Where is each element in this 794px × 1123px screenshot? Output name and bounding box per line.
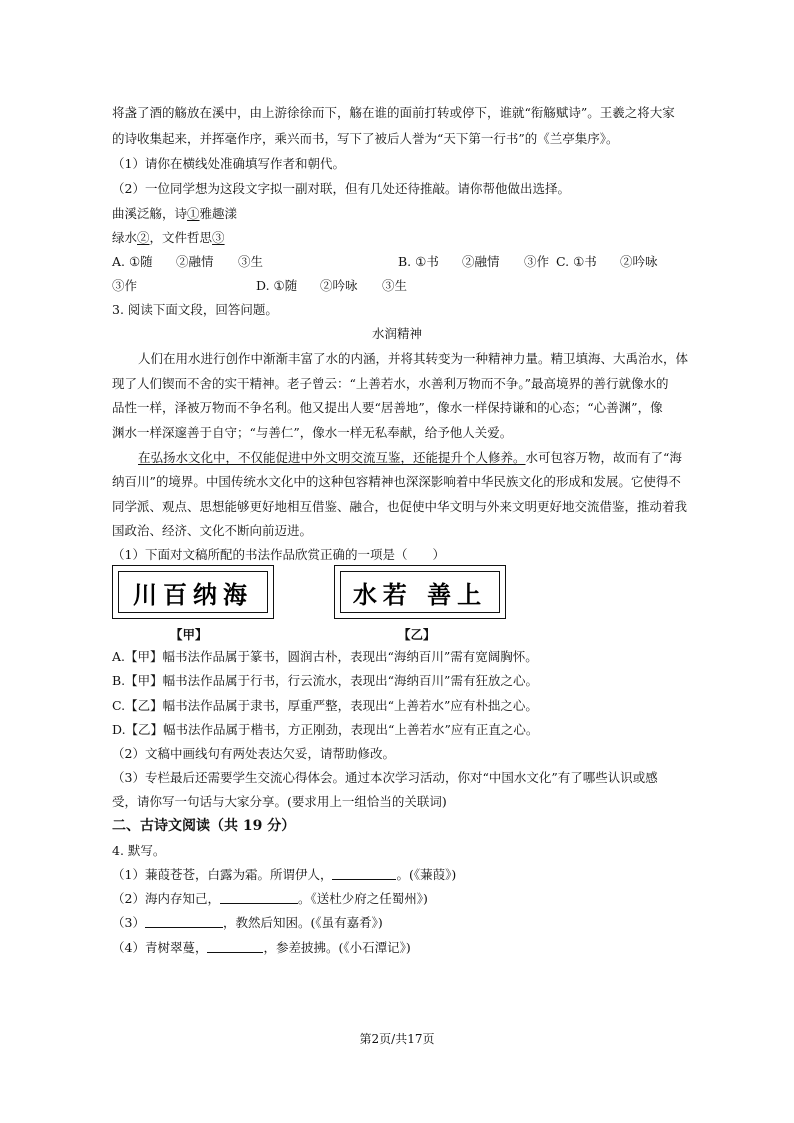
essay-line-1: 人们在用水进行创作中渐渐丰富了水的内涵，并将其转变为一种精神力量。精卫填海、大禹治水，体: [138, 351, 689, 366]
line-p1: 将盏了酒的觞放在溪中，由上游徐徐而下，觞在谁的面前打转或停下，谁就“衔觞赋诗”。王羲之将大家: [112, 105, 675, 120]
recite-4: [112, 940, 411, 956]
option-b-3: ③作: [524, 254, 550, 269]
recite-3-pre: （3）: [112, 915, 145, 930]
couplet-1-pre: 曲溪泛觞，诗: [112, 206, 188, 221]
option-d-1: D. ①随: [256, 278, 298, 293]
calligraphy-jia: [112, 565, 274, 619]
essay-line-2: 现了人们锲而不舍的实干精神。老子曾云：“上善若水，水善利万物而不争。”最高境界的善行就像水的: [112, 376, 669, 391]
couplet-2-mid: ，文件哲思: [149, 230, 213, 245]
page-footer: 第2页/共17页: [359, 1032, 435, 1046]
couplet-1-post: 雅趣漾: [199, 206, 238, 221]
recite-1: [112, 867, 456, 883]
answer-a: A.【甲】幅书法作品属于篆书，圆润古朴，表现出“海纳百川”需有宽阔胸怀。: [112, 649, 538, 664]
couplet-2-mark-1: ②: [137, 230, 150, 245]
option-a: [112, 254, 153, 270]
recite-4-pre: （4）青树翠蔓，: [112, 940, 208, 955]
couplet-2-pre: 绿水: [112, 230, 138, 245]
option-a-2: ②融情: [176, 254, 214, 269]
question-1: （1）请你在横线处准确填写作者和朝代。: [112, 156, 345, 171]
recite-2-post: 。《送杜少府之任蜀州》): [297, 891, 428, 906]
essay-title: 水润精神: [371, 326, 422, 341]
question-3-3a: （3）专栏最后还需要学生交流心得体会。通过本次学习活动，你对“中国水文化”有了哪些认识或感: [112, 770, 658, 785]
option-b-2: ②融情: [462, 254, 500, 269]
calligraphy-yi: [334, 565, 506, 619]
essay-line-7: 同学派、观点、思想能够更好地相互借鉴、融合，也促使中华文明与外来文明更好地交流借鉴，推动着我: [112, 499, 688, 514]
blank-3[interactable]: [145, 915, 223, 928]
recite-3-post: ，教然后知困。(《虽有嘉肴》): [222, 915, 383, 930]
couplet-1-mark: ①: [187, 206, 200, 221]
calligraphy-yi-text: 水若 善上: [340, 571, 500, 613]
answer-b: B.【甲】幅书法作品属于行书，行云流水，表现出“海纳百川”需有狂放之心。: [112, 673, 538, 688]
couplet-line-1: [112, 206, 237, 222]
line-p2: 的诗收集起来，并挥毫作序，乘兴而书，写下了被后人誉为“天下第一行书”的《兰亭集序》。: [112, 131, 619, 146]
section-4-heading: 4. 默写。: [112, 843, 166, 858]
recite-2: [112, 891, 428, 907]
question-3-1: （1）下面对文稿所配的书法作品欣赏正确的一项是（ ）: [112, 547, 445, 562]
caption-jia: 【甲】: [170, 627, 208, 642]
calligraphy-jia-text: 川百纳海: [118, 571, 268, 613]
couplet-line-2: [112, 230, 225, 246]
question-2: （2）一位同学想为这段文字拟一副对联，但有几处还待推敲。请你帮他做出选择。: [112, 181, 570, 196]
option-c-2: ②吟咏: [620, 254, 658, 269]
section-2-heading: 二、古诗文阅读（共 19 分）: [112, 818, 296, 834]
option-d-2: ②吟咏: [320, 278, 358, 293]
essay-line-8: 国政治、经济、文化不断向前迈进。: [112, 523, 313, 538]
essay-line-5-rest: 水可包容万物，故而有了“海: [525, 450, 682, 465]
recite-2-pre: （2）海内存知己，: [112, 891, 220, 906]
option-b-1: B. ①书: [398, 254, 439, 269]
recite-1-pre: （1）蒹葭苍苍，白露为霜。所谓伊人，: [112, 867, 333, 882]
option-d-3: ③生: [382, 278, 408, 293]
underlined-sentence: 在弘扬水文化中，不仅能促进中外文明交流互鉴，还能提升个人修养。: [138, 450, 526, 465]
section-3-heading: 3. 阅读下面文段，回答问题。: [112, 302, 278, 317]
essay-line-3: 品性一样，泽被万物而不争名利。他又提出人要“居善地”，像水一样保持谦和的心态；“心善渊”，像: [112, 400, 663, 415]
option-a-1: A. ①随: [112, 254, 153, 269]
essay-line-5: [138, 450, 682, 466]
blank-2[interactable]: [220, 891, 298, 904]
recite-1-post: 。(《蒹葭》): [396, 867, 457, 882]
recite-3: [112, 915, 383, 931]
couplet-2-mark-2: ③: [212, 230, 225, 245]
option-c-1: C. ①书: [556, 254, 597, 269]
essay-line-4: 渊水一样深邃善于自守；“与善仁”，像水一样无私奉献，给予他人关爱。: [112, 425, 513, 440]
question-3-2: （2）文稿中画线句有两处表达欠妥，请帮助修改。: [112, 746, 395, 761]
essay-line-6: 纳百川”的境界。中国传统水文化中的这种包容精神也深深影响着中华民族文化的形成和发展。它使得不: [112, 474, 681, 489]
question-3-3b: 受，请你写一句话与大家分享。(要求用上一组恰当的关联词): [112, 794, 447, 809]
option-c-3: ③作: [112, 278, 138, 293]
answer-d: D.【乙】幅书法作品属于楷书，方正刚劲，表现出“上善若水”应有正直之心。: [112, 722, 539, 737]
blank-4[interactable]: [207, 940, 263, 953]
blank-1[interactable]: [332, 867, 396, 880]
answer-c: C.【乙】幅书法作品属于隶书，厚重严整，表现出“上善若水”应有朴拙之心。: [112, 698, 538, 713]
recite-4-post: ，参差披拂。(《小石潭记》): [263, 940, 411, 955]
caption-yi: 【乙】: [398, 627, 436, 642]
option-a-3: ③生: [238, 254, 264, 269]
